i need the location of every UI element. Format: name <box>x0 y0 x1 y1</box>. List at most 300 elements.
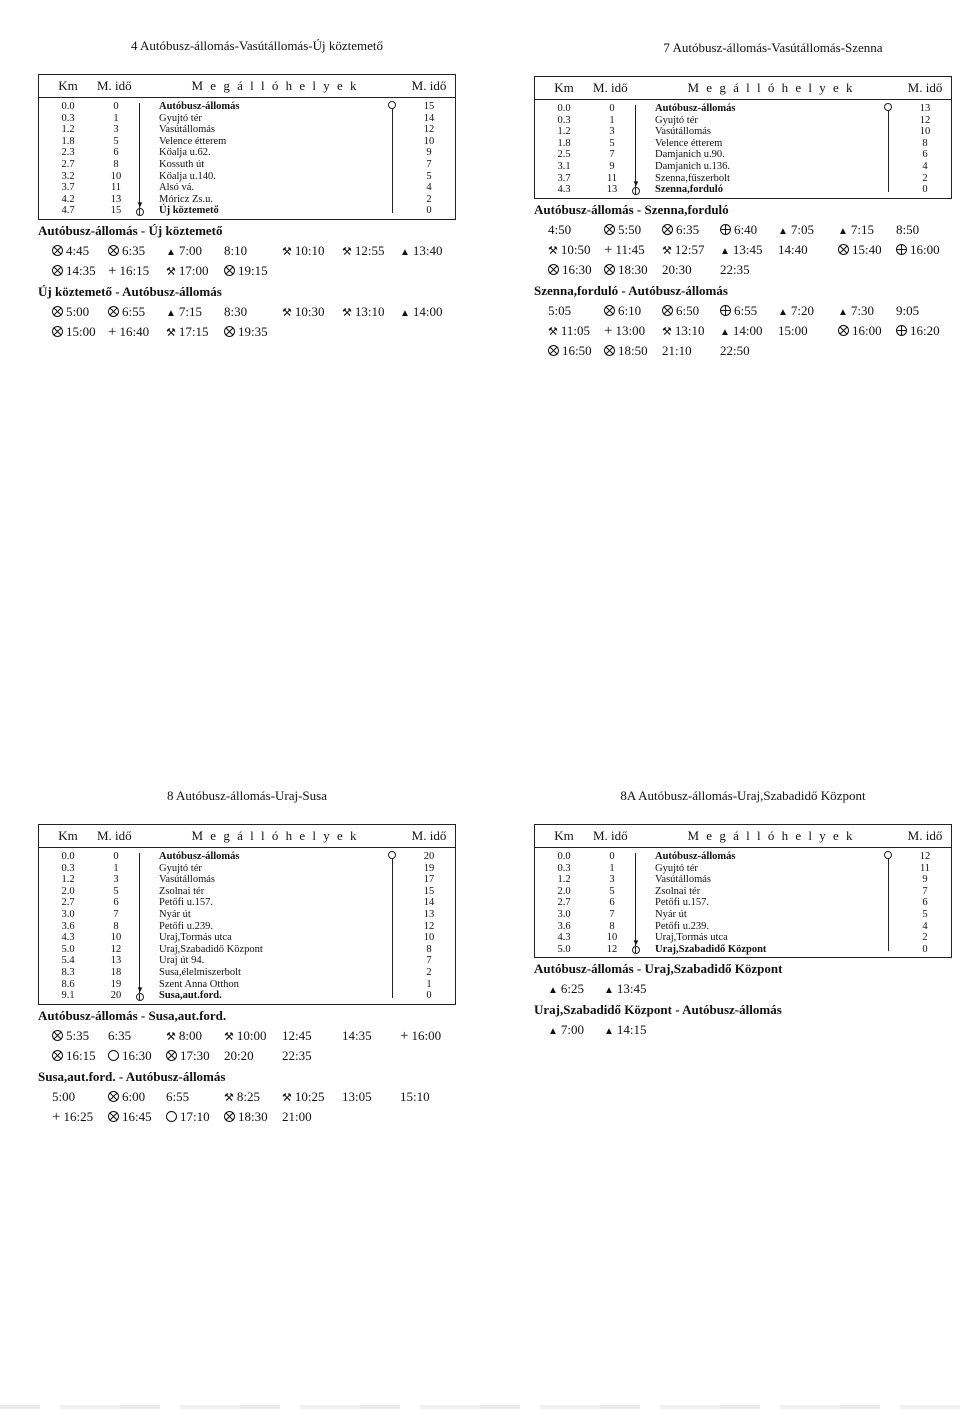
route-line <box>392 859 393 998</box>
departure-time <box>52 1026 89 1046</box>
departure-time <box>166 261 209 282</box>
departure-row <box>38 1026 456 1046</box>
stop-name: Kossuth út <box>159 158 205 170</box>
stop-name: Gyujtó tér <box>655 114 698 126</box>
departure-time-value: 10:30 <box>294 303 325 319</box>
stop-km: 5.4 <box>61 955 75 967</box>
departure-time <box>896 240 940 260</box>
departure-time <box>166 241 202 263</box>
stop-time-out: 3 <box>609 126 615 138</box>
stop-time-out: 1 <box>113 112 119 124</box>
route-line-down <box>135 101 155 217</box>
stop-time-back: 1 <box>426 978 432 990</box>
start-circle-icon <box>884 851 892 859</box>
stops-table-body <box>535 848 951 957</box>
departure-time-value: 16:40 <box>119 323 150 339</box>
schedule-symbol-crossed-hammers-icon: ⚒ <box>342 245 352 258</box>
stop-time-back: 19 <box>423 862 435 874</box>
stop-km: 3.7 <box>61 182 75 194</box>
stop-km: 1.2 <box>61 874 75 886</box>
departure-time-value: 8:25 <box>236 1088 260 1104</box>
header-time-out: M. idő <box>593 828 628 843</box>
departure-time-value: 22:35 <box>720 261 750 277</box>
km-column <box>39 851 97 1002</box>
departure-time <box>604 260 648 280</box>
departure-time-value: 14:40 <box>778 241 808 257</box>
departure-time <box>896 301 919 321</box>
departure-time <box>548 260 592 280</box>
stop-time-back: 15 <box>423 101 435 112</box>
stop-time-out: 12 <box>110 943 122 955</box>
departure-time-value: 17:00 <box>178 262 209 278</box>
departure-time-value: 13:45 <box>616 981 647 997</box>
departure-time-value: 14:35 <box>66 262 96 278</box>
stop-time-back: 13 <box>919 103 931 114</box>
direction-title: Szenna,forduló - Autóbusz-állomás <box>534 282 728 298</box>
schedule-symbol-plus-icon: + <box>604 322 613 339</box>
departure-time <box>108 1026 131 1046</box>
stop-km: 3.0 <box>61 908 75 920</box>
departure-time <box>52 261 96 281</box>
departure-time-value: 20:20 <box>224 1047 254 1063</box>
departure-time-value: 9:05 <box>896 302 920 318</box>
route-line-down <box>631 103 651 196</box>
stop-name: Szenna,forduló <box>655 184 723 196</box>
header-km: Km <box>554 828 574 843</box>
schedule-symbol-crossed-hammers-icon: ⚒ <box>342 306 352 319</box>
schedule-symbol-circled-x-icon <box>52 265 63 276</box>
departure-time-value: 20:30 <box>662 261 692 277</box>
departure-time <box>108 322 149 342</box>
schedule-symbol-triangle-icon: ▲ <box>166 246 176 258</box>
departure-time-value: 17:30 <box>180 1047 210 1063</box>
departure-time-value: 16:30 <box>562 261 592 277</box>
stop-name: Gyujtó tér <box>159 112 202 124</box>
stop-time-out: 8 <box>609 920 615 932</box>
direction-title: Autóbusz-állomás - Szenna,forduló <box>534 201 729 217</box>
stop-name: Damjanich u.90. <box>655 149 725 161</box>
stop-time-back: 17 <box>423 874 435 886</box>
stop-time-out: 6 <box>113 147 119 159</box>
departure-times <box>534 979 952 999</box>
departure-time <box>224 241 247 261</box>
departure-time <box>662 260 692 280</box>
schedule-symbol-circled-x-icon <box>662 305 673 316</box>
stop-time-back: 12 <box>919 114 931 126</box>
stops-table-header <box>39 825 455 848</box>
stop-km: 1.8 <box>61 135 75 147</box>
header-km: Km <box>58 78 78 93</box>
departure-time-value: 10:25 <box>294 1088 325 1104</box>
stop-name: Nyár út <box>655 908 687 920</box>
stop-time-back: 5 <box>426 170 432 182</box>
stop-km: 9.1 <box>61 990 75 1002</box>
stop-time-back: 0 <box>426 205 432 217</box>
stop-time-back: 4 <box>922 920 928 932</box>
departure-time-value: 10:50 <box>560 241 591 257</box>
stop-time-back: 9 <box>426 147 432 159</box>
departure-time-value: 6:55 <box>166 1088 190 1104</box>
departure-time <box>166 1087 189 1107</box>
stops-table-header <box>39 75 455 98</box>
departure-row <box>38 241 456 261</box>
schedule-symbol-circled-x-icon <box>838 244 849 255</box>
stop-name: Uraj,Tormás utca <box>655 932 728 944</box>
route-line-up <box>879 103 899 196</box>
schedule-symbol-plus-icon: + <box>108 262 117 279</box>
departure-row <box>534 220 952 240</box>
departure-time-value: 12:45 <box>282 1027 312 1043</box>
departure-time <box>838 240 882 260</box>
departure-time <box>548 240 591 261</box>
stop-time-out: 0 <box>113 101 119 112</box>
departure-time-value: 8:30 <box>224 303 248 319</box>
stop-time-out: 1 <box>609 114 615 126</box>
departure-time <box>52 322 96 342</box>
route-7-timetable <box>534 40 952 361</box>
schedule-symbol-crossed-hammers-icon: ⚒ <box>548 325 558 338</box>
stop-km: 1.2 <box>557 126 571 138</box>
departure-time-value: 7:00 <box>560 1022 585 1038</box>
stop-name-column <box>651 103 879 196</box>
stop-time-back: 9 <box>922 874 928 886</box>
departure-time <box>166 1107 210 1127</box>
stop-time-out: 8 <box>113 920 119 932</box>
schedule-symbol-circled-x-icon <box>52 306 63 317</box>
stop-time-back: 4 <box>922 160 928 172</box>
departure-time-value: 18:30 <box>238 1108 268 1124</box>
departure-time-value: 6:55 <box>734 302 758 318</box>
schedule-symbol-crossed-hammers-icon: ⚒ <box>224 1030 234 1043</box>
stop-km: 3.6 <box>557 920 571 932</box>
stop-time-out: 10 <box>110 170 122 182</box>
stop-km: 0.3 <box>557 862 571 874</box>
stop-name: Autóbusz-állomás <box>159 851 240 862</box>
stop-name: Szenna,fűszerbolt <box>655 172 730 184</box>
stop-time-back: 5 <box>922 908 928 920</box>
route-line <box>139 853 140 1000</box>
departure-time-value: 12:55 <box>354 242 385 258</box>
departure-time-value: 4:45 <box>66 242 90 258</box>
stop-km: 4.2 <box>61 193 75 205</box>
departure-time <box>52 302 89 322</box>
departure-row <box>38 1107 456 1127</box>
km-column <box>39 101 97 217</box>
schedule-symbol-circled-x-icon <box>108 245 119 256</box>
departure-time <box>52 1046 96 1066</box>
schedule-symbol-circled-x-icon <box>604 345 615 356</box>
schedule-symbol-crossed-hammers-icon: ⚒ <box>282 1091 292 1104</box>
direction-title: Autóbusz-állomás - Uraj,Szabadidő Központ <box>534 961 783 977</box>
direction-title: Uraj,Szabadidő Központ - Autóbusz-állomás <box>534 1002 782 1018</box>
header-time-back: M. idő <box>411 78 447 93</box>
stop-km: 5.0 <box>61 943 75 955</box>
stop-name: Gyujtó tér <box>159 862 202 874</box>
schedule-symbol-crossed-hammers-icon: ⚒ <box>224 1091 234 1104</box>
departure-time-value: 19:35 <box>238 323 268 339</box>
departure-time <box>720 301 757 321</box>
stop-name: Damjanich u.136. <box>655 160 730 172</box>
schedule-symbol-plus-icon: + <box>400 1027 409 1044</box>
departure-time <box>778 220 814 242</box>
stop-name: Petőfi u.239. <box>655 920 709 932</box>
stop-km: 1.2 <box>61 124 75 136</box>
departure-row <box>534 979 952 999</box>
down-arrow-icon: ▼ <box>632 938 640 948</box>
stop-name: Autóbusz-állomás <box>655 851 736 862</box>
departure-time <box>108 261 149 281</box>
departure-row <box>38 302 456 322</box>
stop-time-out: 13 <box>606 184 618 196</box>
stop-km: 4.3 <box>557 184 571 196</box>
departure-row <box>534 1020 952 1040</box>
stop-name: Vasútállomás <box>159 124 215 136</box>
stop-time-out: 11 <box>606 172 618 184</box>
stop-km: 1.2 <box>557 874 571 886</box>
route-line-down <box>135 851 155 1002</box>
departure-time <box>838 321 882 341</box>
stop-km: 2.3 <box>61 147 75 159</box>
stops-table-body <box>39 848 455 1004</box>
stop-time-out: 13 <box>110 193 122 205</box>
departure-time <box>282 1026 312 1046</box>
route-line-down <box>631 851 651 955</box>
departure-time <box>662 301 699 321</box>
stop-time-back: 14 <box>423 897 435 909</box>
start-circle-icon <box>388 851 396 859</box>
stop-time-out: 7 <box>609 149 615 161</box>
schedule-symbol-plus-icon: + <box>52 1108 61 1125</box>
schedule-symbol-plus-icon: + <box>604 241 613 258</box>
departure-time <box>282 1046 312 1066</box>
departure-time-value: 14:00 <box>412 303 443 319</box>
stop-time-out: 7 <box>609 908 615 920</box>
stop-km: 4.7 <box>61 205 75 217</box>
route-4-timetable <box>38 38 456 342</box>
schedule-symbol-circled-x-icon <box>52 326 63 337</box>
departure-time <box>778 321 808 341</box>
stop-time-back: 0 <box>426 990 432 1002</box>
departure-time <box>604 321 645 341</box>
departure-time-value: 16:15 <box>119 262 150 278</box>
departure-time-value: 6:35 <box>122 242 146 258</box>
departure-time-value: 16:00 <box>411 1027 442 1043</box>
departure-time-value: 14:00 <box>732 322 763 338</box>
header-time-back: M. idő <box>907 828 943 843</box>
departure-time-value: 7:30 <box>850 302 875 318</box>
departure-time-value: 8:00 <box>178 1027 202 1043</box>
schedule-symbol-circled-x-icon <box>108 1111 119 1122</box>
departure-times <box>534 220 952 280</box>
stop-km: 3.0 <box>557 908 571 920</box>
header-time-out: M. idő <box>97 828 132 843</box>
header-km: Km <box>58 828 78 843</box>
departure-times <box>38 1026 456 1066</box>
departure-time-value: 16:20 <box>910 322 940 338</box>
departure-time-value: 6:35 <box>108 1027 132 1043</box>
stop-name: Petőfi u.239. <box>159 920 213 932</box>
route-line-up <box>879 851 899 955</box>
stop-time-back: 7 <box>426 158 432 170</box>
departure-time-value: 5:00 <box>66 303 90 319</box>
departure-time-value: 16:00 <box>852 322 882 338</box>
stop-name: Petőfi u.157. <box>159 897 213 909</box>
stop-time-back: 11 <box>919 862 931 874</box>
departure-time-value: 15:10 <box>400 1088 430 1104</box>
route-title: 7 Autóbusz-állomás-Vasútállomás-Szenna <box>663 40 883 55</box>
stop-name: Vasútállomás <box>655 874 711 886</box>
departure-times <box>534 1020 952 1040</box>
start-circle-icon <box>884 103 892 111</box>
route-line <box>392 109 393 213</box>
stop-name: Új köztemető <box>159 205 219 217</box>
departure-time <box>720 341 750 361</box>
stop-km: 0.0 <box>61 851 75 862</box>
stop-time-back: 4 <box>426 182 432 194</box>
schedule-symbol-triangle-icon: ▲ <box>720 245 730 257</box>
departure-time-value: 6:40 <box>734 221 758 237</box>
stop-km: 0.0 <box>557 851 571 862</box>
stop-name: Vasútállomás <box>655 126 711 138</box>
departure-time-value: 6:25 <box>560 981 585 997</box>
stops-table-header <box>535 77 951 100</box>
departure-time-value: 16:50 <box>562 342 592 358</box>
departure-time-value: 5:05 <box>548 302 572 318</box>
departure-time <box>896 220 919 240</box>
stop-km: 3.7 <box>557 172 571 184</box>
departure-time <box>282 241 325 262</box>
departure-time-value: 10:00 <box>236 1027 267 1043</box>
stop-time-back: 10 <box>919 126 931 138</box>
scan-artifact <box>0 1405 960 1409</box>
departure-time-value: 17:15 <box>178 323 209 339</box>
schedule-symbol-triangle-icon: ▲ <box>604 985 614 997</box>
departure-time <box>720 321 763 343</box>
stop-time-out: 3 <box>609 874 615 886</box>
schedule-symbol-crossed-hammers-icon: ⚒ <box>282 306 292 319</box>
schedule-symbol-triangle-icon: ▲ <box>838 306 848 318</box>
departure-time <box>52 241 89 261</box>
schedule-symbol-triangle-icon: ▲ <box>778 306 788 318</box>
stop-km: 3.6 <box>61 920 75 932</box>
stop-time-back: 6 <box>922 149 928 161</box>
departure-time <box>224 1046 254 1066</box>
departure-time <box>400 241 443 263</box>
stop-time-back: 20 <box>423 851 435 862</box>
departure-time <box>400 1087 430 1107</box>
stop-name: Gyujtó tér <box>655 862 698 874</box>
departure-time-value: 7:15 <box>850 221 875 237</box>
departure-time <box>662 240 705 261</box>
schedule-symbol-circled-x-icon <box>224 1111 235 1122</box>
departure-time-value: 16:45 <box>122 1108 152 1124</box>
stop-time-out: 19 <box>110 978 122 990</box>
terminus-circle-icon <box>136 993 144 1001</box>
km-column <box>535 851 593 955</box>
stop-km: 2.7 <box>61 158 75 170</box>
schedule-symbol-circled-x-icon <box>52 245 63 256</box>
departure-time-value: 12:57 <box>674 241 705 257</box>
outbound-time-column <box>97 101 135 217</box>
departure-time <box>548 220 571 240</box>
departure-row <box>534 321 952 341</box>
terminus-circle-icon <box>632 187 640 195</box>
stop-name: Velence étterem <box>655 137 723 149</box>
route-8a-timetable <box>534 788 952 1040</box>
stop-time-out: 6 <box>113 897 119 909</box>
header-km: Km <box>554 80 574 95</box>
stop-time-back: 10 <box>423 932 435 944</box>
schedule-symbol-circle-icon <box>166 1111 177 1122</box>
return-time-column <box>403 851 455 1002</box>
stop-time-out: 9 <box>609 160 615 172</box>
route-line <box>888 111 889 192</box>
schedule-symbol-plus-icon: + <box>108 323 117 340</box>
departure-time-value: 15:40 <box>852 241 882 257</box>
stop-name: Petőfi u.157. <box>655 897 709 909</box>
stop-time-back: 13 <box>423 908 435 920</box>
departure-time-value: 7:05 <box>790 221 815 237</box>
return-time-column <box>899 103 951 196</box>
route-title: 8A Autóbusz-állomás-Uraj,Szabadidő Központ <box>620 788 866 803</box>
schedule-symbol-crossed-hammers-icon: ⚒ <box>166 1030 176 1043</box>
stop-km: 2.0 <box>557 885 571 897</box>
departure-time-value: 13:40 <box>412 242 443 258</box>
departure-time <box>166 1046 210 1066</box>
departure-time <box>342 302 385 323</box>
stop-time-out: 0 <box>609 103 615 114</box>
departure-time-value: 18:30 <box>618 261 648 277</box>
stop-name: Móricz Zs.u. <box>159 193 213 205</box>
departure-time <box>224 1107 268 1127</box>
departure-time <box>548 1020 584 1042</box>
stop-name: Kőalja u.62. <box>159 147 211 159</box>
departure-time-value: 7:20 <box>790 302 815 318</box>
departure-time <box>108 241 145 261</box>
stop-km: 8.3 <box>61 966 75 978</box>
schedule-symbol-triangle-icon: ▲ <box>604 1026 614 1038</box>
departure-time-value: 13:05 <box>342 1088 372 1104</box>
departure-time <box>224 1026 267 1047</box>
route-line <box>888 859 889 951</box>
down-arrow-icon: ▼ <box>136 984 144 994</box>
stop-name: Uraj,Szabadidő Központ <box>159 943 263 955</box>
stop-km: 3.1 <box>557 160 571 172</box>
schedule-symbol-circled-x-icon <box>224 326 235 337</box>
route-title: 8 Autóbusz-állomás-Uraj-Susa <box>167 788 327 803</box>
stop-name: Nyár út <box>159 908 191 920</box>
departure-time-value: 21:00 <box>282 1108 312 1124</box>
schedule-symbol-crossed-hammers-icon: ⚒ <box>662 325 672 338</box>
route-line-up <box>383 101 403 217</box>
stop-time-back: 8 <box>922 137 928 149</box>
header-stops: M e g á l l ó h e l y e k <box>191 78 359 93</box>
schedule-symbol-circled-x-icon <box>604 264 615 275</box>
stop-time-out: 18 <box>110 966 122 978</box>
stop-km: 1.8 <box>557 137 571 149</box>
departure-time <box>224 302 247 322</box>
schedule-symbol-circled-x-icon <box>604 224 615 235</box>
stop-time-back: 2 <box>426 193 432 205</box>
departure-time-value: 5:50 <box>618 221 642 237</box>
departure-time <box>778 301 814 323</box>
departure-time <box>52 1107 93 1127</box>
stop-time-back: 2 <box>922 932 928 944</box>
departure-time-value: 17:10 <box>180 1108 210 1124</box>
departure-row <box>534 240 952 260</box>
stop-km: 0.0 <box>557 103 571 114</box>
departure-time-value: 22:35 <box>282 1047 312 1063</box>
